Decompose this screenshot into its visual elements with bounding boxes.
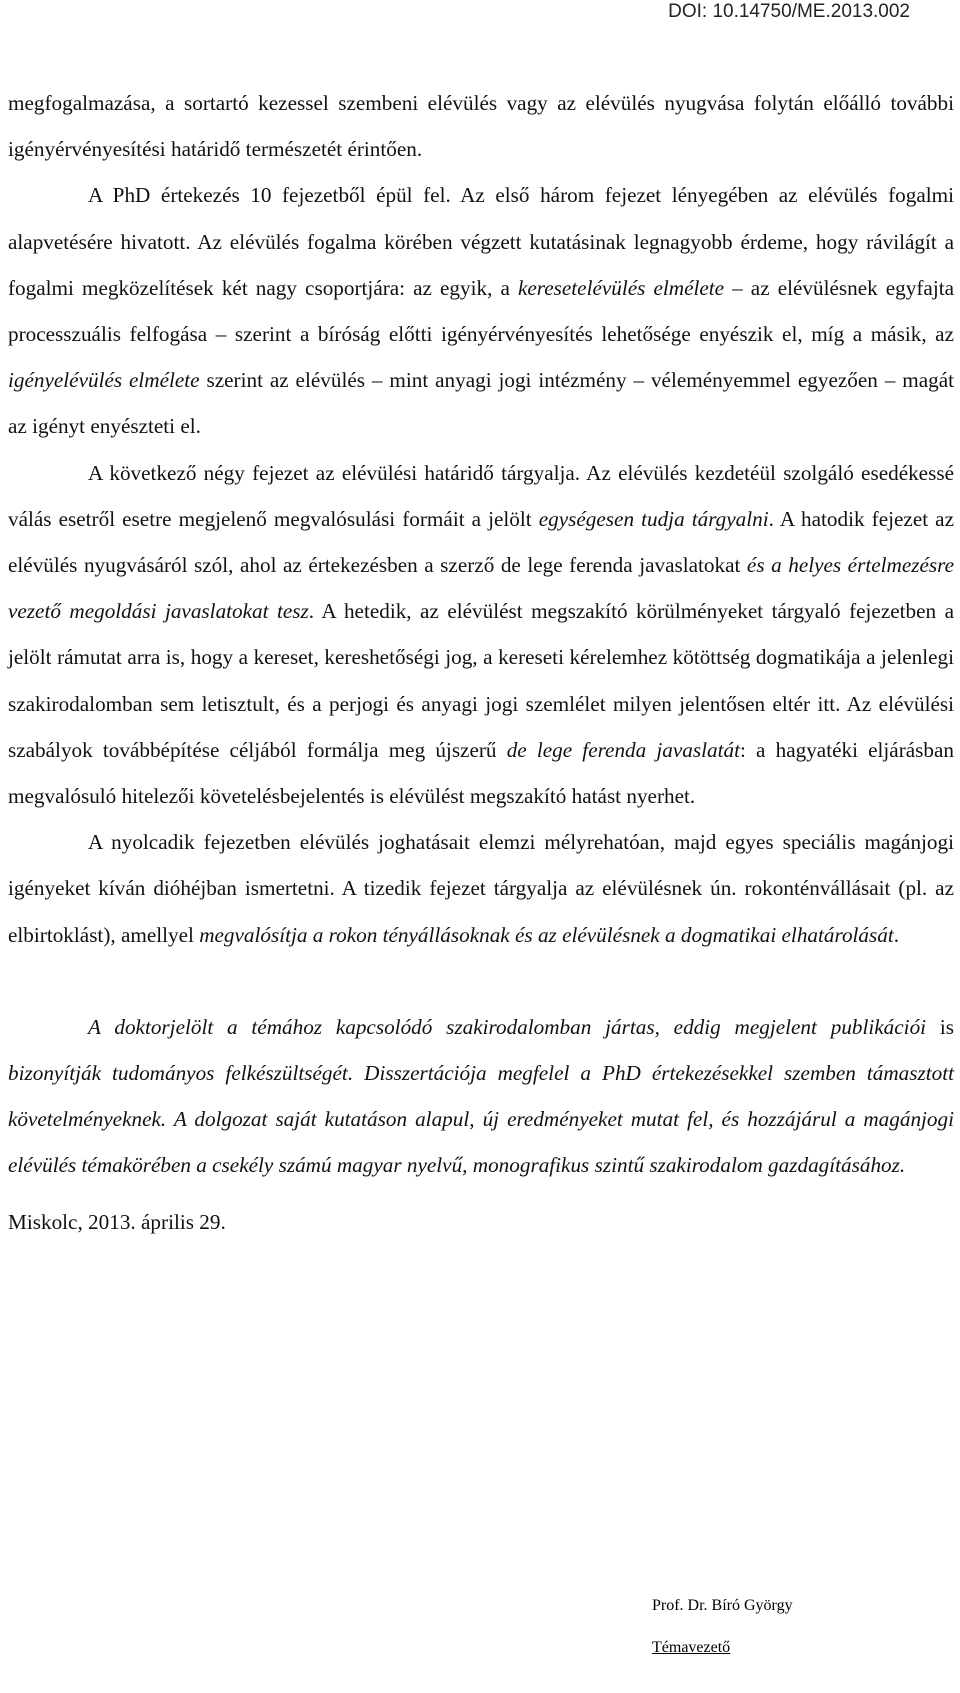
spacer <box>8 958 954 1004</box>
document-body <box>8 80 954 1237</box>
text-run: . A hatodik fejezet az elévülés nyugvásáról szól, ahol az értekezésben a szerző de lege ferenda javaslatokat <box>8 506 954 578</box>
text-run: – az elévülésnek egyfajta processzuális felfogása – szerint a bíróság előtti igényérvényesítés lehetősége enyészik el, míg a másik, az <box>8 275 955 347</box>
paragraph-4 <box>8 819 954 958</box>
text-run: . <box>893 922 900 947</box>
text-run: : a hagyatéki eljárásban megvalósuló hitelezői követelésbejelentés is elévülést megszakító hatást nyerhet. <box>8 737 955 809</box>
italic-run: keresetelévülés elmélete <box>517 275 725 300</box>
text-run: megfogalmazása, a sortartó kezessel szembeni elévülés vagy az elévülés nyugvása folytán előálló további igényérvényesítési határidő természetét érintően. <box>8 91 954 162</box>
paragraph-3 <box>8 450 954 820</box>
text-run: is <box>926 1014 954 1039</box>
signer-name: Prof. Dr. Bíró György <box>652 1597 793 1614</box>
text-run: A nyolcadik fejezetben elévülés joghatásait elemzi mélyrehatóan, majd egyes speciális magánjogi igényeket kíván dióhéjban ismertetni. A tizedik fejezet tárgyalja az elévülésnek ún. rokonténvállásait (pl. az elbirtoklást), amellyel <box>8 830 954 947</box>
italic-run: A doktorjelölt a témához kapcsolódó szakirodalomban jártas, eddig megjelent publikációi <box>88 1014 927 1039</box>
paragraph-2 <box>8 172 954 449</box>
text-run: A PhD értekezés 10 fejezetből épül fel. Az első három fejezet lényegében az elévülés fogalmi alapvetésére hivatott. Az elévülés fogalma körében végzett kutatásinak legnagyobb érdeme, hogy rávilágít a fogalmi megközelítések két nagy csoportjára: az egyik, a <box>8 183 954 300</box>
italic-run: és a helyes értelmezésre vezető megoldási javaslatokat tesz <box>8 553 954 624</box>
italic-run: megvalósítja a rokon tényállásoknak és az elévülésnek a dogmatikai elhatárolását <box>199 922 894 947</box>
signature-block <box>652 1585 952 1669</box>
text-run: . A hetedik, az elévülést megszakító körülményeket tárgyaló fejezetben a jelölt rámutat arra is, hogy a kereset, kereshetőségi jog, a kereseti kérelemhez kötöttség dogmatikája a jelenlegi szakirodalomban sem letisztult, és a perjogi és anyagi jogi szemlélet milyen jelentősen eltér itt. Az elévülési szabályok továbbépítése céljából formálja meg újszerű <box>8 599 954 762</box>
italic-run: bizonyítják tudományos felkészültségét. Disszertációja megfelel a PhD értekezésekkel szemben támasztott követelményeknek. A dolgozat saját kutatáson alapul, új eredményeket mutat fel, és hozzájárul a magánjogi elévülés témakörében a csekély számú magyar nyelvű, monografikus szintű szakirodalom gazdagításához. <box>8 1061 954 1178</box>
text-run: szerint az elévülés – mint anyagi jogi intézmény – véleményemmel egyezően – magát az igényt enyészteti el. <box>8 368 955 439</box>
text-run: A következő négy fejezet az elévülési határidő tárgyalja. Az elévülés kezdetéül szolgáló esedékessé válás esetről esetre megjelenő megvalósulási formáit a jelölt <box>8 460 954 531</box>
signer-role: Témavezető <box>652 1639 731 1656</box>
doi-header: DOI: 10.14750/ME.2013.002 <box>668 1 910 22</box>
paragraph-5 <box>8 1004 954 1189</box>
place-date: Miskolc, 2013. április 29. <box>8 1209 226 1234</box>
italic-run: igényelévülés elmélete <box>8 368 200 393</box>
italic-run: de lege ferenda javaslatát <box>506 737 740 762</box>
paragraph-1 <box>8 80 954 172</box>
italic-run: egységesen tudja tárgyalni <box>538 506 769 531</box>
